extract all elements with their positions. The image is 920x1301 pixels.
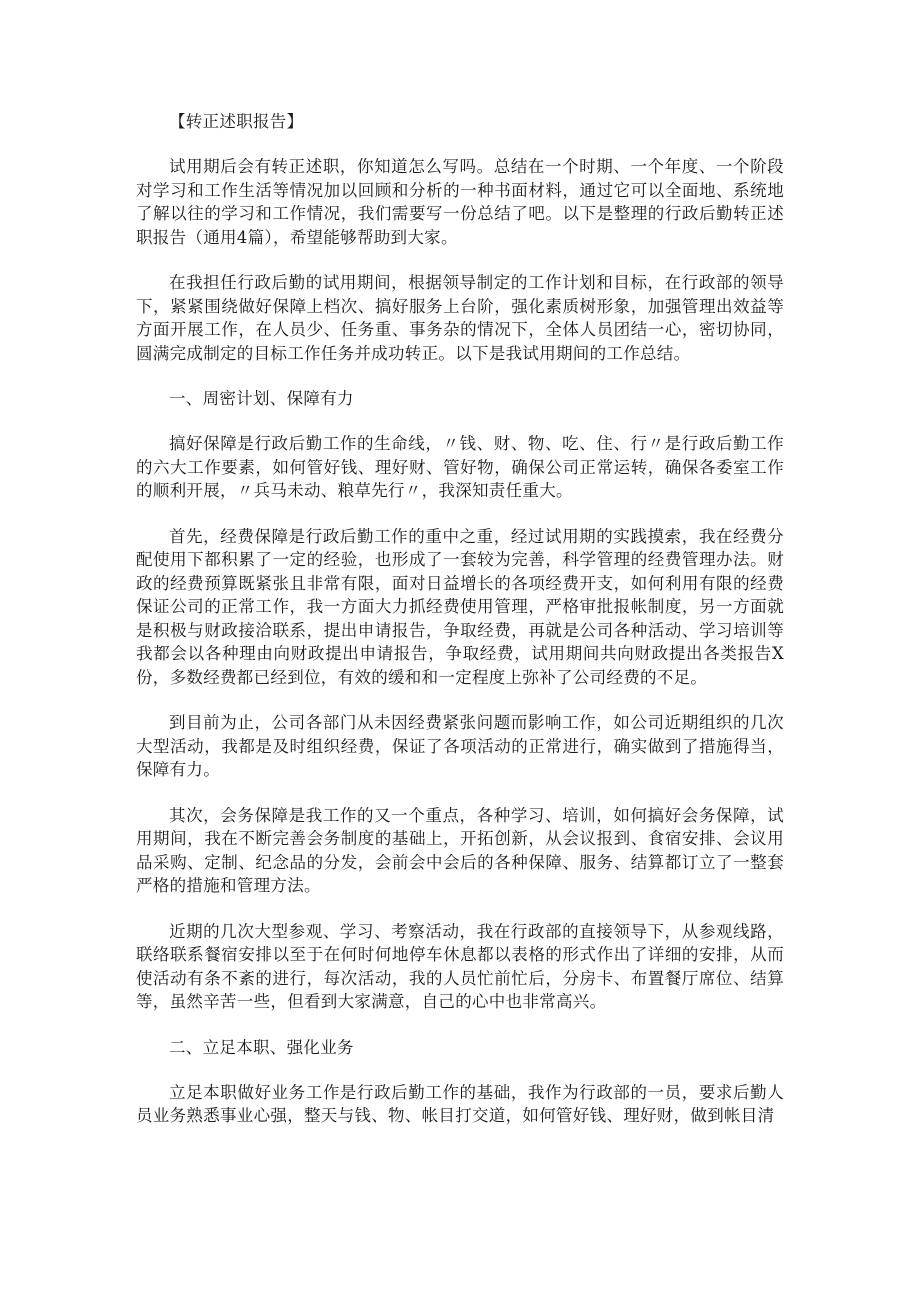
document-page: [136, 110, 784, 1150]
paragraph-3: 首先，经费保障是行政后勤工作的重中之重，经过试用期的实践摸索，我在经费分配使用下都积累了一定的经验，也形成了一套较为完善，科学管理的经费管理办法。财政的经费预算既紧张且非常有限，面对日益增长的各项经费开支，如何利用有限的经费保证公司的正常工作，我一方面大力抓经费使用管理，严格审批报帐制度，另一方面就是积极与财政接洽联系，提出申请报告，争取经费，再就是公司各种活动、学习培训等我都会以各种理由向财政提出申请报告，争取经费，试用期间共向财政提出各类报告X份，多数经费都已经到位，有效的缓和和一定程度上弥补了公司经费的不足。: [136, 526, 784, 687]
paragraph-2: 搞好保障是行政后勤工作的生命线，〃钱、财、物、吃、住、行〃是行政后勤工作的六大工作要素，如何管好钱、理好财、管好物，确保公司正常运转，确保各委室工作的顺利开展，〃兵马未动、粮草先行〃，我深知责任重大。: [136, 434, 784, 500]
paragraph-7: 立足本职做好业务工作是行政后勤工作的基础，我作为行政部的一员，要求后勤人员业务熟悉事业心强，整天与钱、物、帐目打交道，如何管好钱、理好财，做到帐目清: [136, 1082, 784, 1125]
section-title-2: 二、立足本职、强化业务: [169, 1037, 354, 1057]
intro-paragraph: 试用期后会有转正述职，你知道怎么写吗。总结在一个时期、一个年度、一个阶段对学习和工作生活等情况加以回顾和分析的一种书面材料，通过它可以全面地、系统地了解以往的学习和工作情况，我们需要写一份总结了吧。以下是整理的行政后勤转正述职报告（通用4篇），希望能够帮助到大家。: [136, 157, 784, 247]
paragraph-4: 到目前为止，公司各部门从未因经费紧张问题而影响工作，如公司近期组织的几次大型活动，我都是及时组织经费，保证了各项活动的正常进行，确实做到了措施得当，保障有力。: [136, 713, 784, 779]
section-title-1: 一、周密计划、保障有力: [169, 389, 354, 408]
paragraph-6: 近期的几次大型参观、学习、考察活动，我在行政部的直接领导下，从参观线路，联络联系餐宿安排以至于在何时何地停车休息都以表格的形式作出了详细的安排，从而使活动有条不紊的进行，每次活动，我的人员忙前忙后，分房卡、布置餐厅席位、结算等，虽然辛苦一些，但看到大家满意，自己的心中也非常高兴。: [136, 921, 784, 1011]
paragraph-5: 其次，会务保障是我工作的又一个重点，各种学习、培训，如何搞好会务保障，试用期间，我在不断完善会务制度的基础上，开拓创新，从会议报到、食宿安排、会议用品采购、定制、纪念品的分发，会前会中会后的各种保障、服务、结算都订立了一整套严格的措施和管理方法。: [136, 805, 784, 895]
document-title: 【转正述职报告】: [169, 112, 304, 131]
paragraph-1: 在我担任行政后勤的试用期间，根据领导制定的工作计划和目标，在行政部的领导下，紧紧围绕做好保障上档次、搞好服务上台阶，强化素质树形象，加强管理出效益等方面开展工作，在人员少、任务重、事务杂的情况下，全体人员团结一心，密切协同，圆满完成制定的目标工作任务并成功转正。以下是我试用期间的工作总结。: [136, 273, 784, 363]
